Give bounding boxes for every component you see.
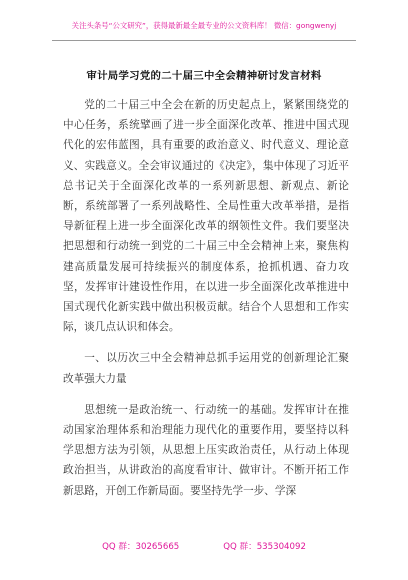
- paragraph-section-1: 思想统一是政治统一、行动统一的基础。发挥审计在推动国家治理体系和治理能力现代化的重要作用，要坚持以科学思想方法为引领，从思想上压实政治责任，从行动上体现政治担当，从讲政治的高度看审计、做审计。不断开拓工作新思路，开创工作新局面。要坚持先学一步、学深: [63, 403, 349, 497]
- qq-group-2: QQ 群：535304092: [223, 542, 306, 552]
- footer-contacts: [0, 540, 408, 552]
- qq-group-1: QQ 群：30265665: [102, 542, 180, 552]
- section-heading-1: 一、以历次三中全会精神总抓手运用党的创新理论汇聚改革强大力量: [63, 352, 349, 385]
- document-title: 审计局学习党的二十届三中全会精神研讨发言材料: [86, 70, 322, 82]
- paragraph-intro: 党的二十届三中全会在新的历史起点上，紧紧围绕党的中心任务，系统擘画了进一步全面深化改革、推进中国式现代化的宏伟蓝图，具有重要的政治意义、时代意义、理论意义、实践意义。全会审议通过的《决定》，集中体现了习近平总书记关于全面深化改革的一系列新思想、新观点、新论断，系统部署了一系列战略性、全局性重大改革举措，是指导新征程上进一步全面深化改革的纲领性文件。我们要坚决把思想和行动统一到党的二十届三中全会精神上来，聚焦构建高质量发展可持续振兴的制度体系，抢抓机遇、奋力攻坚，发挥审计建设性作用，在以进一步全面深化改革推进中国式现代化新实践中做出积极贡献。结合个人思想和工作实际，谈几点认识和体会。: [63, 99, 349, 334]
- promo-header: 关注头条号“公文研究”，获得最新最全最专业的公文资料库！ 微信：gongwenyj: [71, 21, 337, 30]
- header-divider: [52, 40, 356, 41]
- document-body: [63, 95, 349, 501]
